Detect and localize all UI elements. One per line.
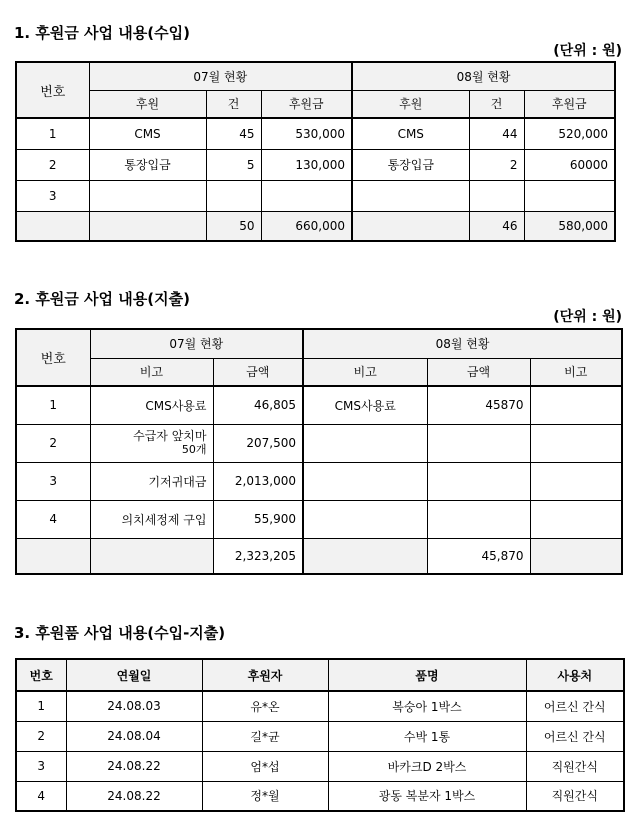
row-no: 2 <box>16 149 89 180</box>
total-row <box>16 538 622 574</box>
expense-amount: 207,500 <box>213 424 303 462</box>
donation-count: 44 <box>469 118 524 149</box>
expense-note <box>303 462 427 500</box>
total-amount: 2,323,205 <box>213 538 303 574</box>
total-cell <box>530 538 622 574</box>
header-no: 번호 <box>16 659 66 691</box>
expense-note: CMS사용료 <box>90 386 213 424</box>
subheader-cell: 건 <box>206 90 261 118</box>
table-row <box>16 149 615 180</box>
expense-note: CMS사용료 <box>303 386 427 424</box>
expense-note2 <box>530 386 622 424</box>
subheader-cell: 금액 <box>427 358 530 386</box>
row-use: 어르신 간식 <box>526 691 624 721</box>
row-no: 1 <box>16 691 66 721</box>
expense-amount <box>427 424 530 462</box>
section1-title: 1. 후원금 사업 내용(수입) <box>14 24 190 42</box>
table-row <box>16 721 624 751</box>
subheader-cell: 건 <box>469 90 524 118</box>
header-no: 번호 <box>16 329 90 386</box>
total-cell <box>16 211 89 241</box>
row-use: 어르신 간식 <box>526 721 624 751</box>
subheader-cell: 후원 <box>89 90 206 118</box>
expense-table <box>15 328 623 575</box>
donation-count <box>469 180 524 211</box>
expense-note: 의치세정제 구입 <box>90 500 213 538</box>
donation-count <box>206 180 261 211</box>
expense-note: 기저귀대금 <box>90 462 213 500</box>
goods-table <box>15 658 625 812</box>
expense-amount <box>427 500 530 538</box>
header-month2: 08월 현황 <box>352 62 615 90</box>
header-month1: 07월 현황 <box>90 329 303 358</box>
header-use: 사용처 <box>526 659 624 691</box>
table-row <box>16 691 624 721</box>
expense-note: 수급자 앞치마 <box>133 429 207 443</box>
section2-unit: (단위 : 원) <box>553 309 622 325</box>
donation-count: 2 <box>469 149 524 180</box>
row-item: 수박 1통 <box>328 721 526 751</box>
row-no: 1 <box>16 118 89 149</box>
donation-amount: 130,000 <box>261 149 352 180</box>
header-month1: 07월 현황 <box>89 62 352 90</box>
header-month2: 08월 현황 <box>303 329 622 358</box>
section1-unit: (단위 : 원) <box>553 43 622 59</box>
row-donor: 정*월 <box>202 781 328 811</box>
row-donor: 엄*섭 <box>202 751 328 781</box>
row-no: 2 <box>16 424 90 462</box>
row-no: 1 <box>16 386 90 424</box>
expense-note <box>303 500 427 538</box>
donation-type: CMS <box>89 118 206 149</box>
donation-amount <box>261 180 352 211</box>
total-cell <box>303 538 427 574</box>
donation-count: 5 <box>206 149 261 180</box>
expense-amount: 46,805 <box>213 386 303 424</box>
expense-amount: 2,013,000 <box>213 462 303 500</box>
expense-amount: 55,900 <box>213 500 303 538</box>
row-no: 3 <box>16 180 89 211</box>
donation-type: CMS <box>352 118 469 149</box>
donation-amount <box>524 180 615 211</box>
header-donor: 후원자 <box>202 659 328 691</box>
donation-amount: 520,000 <box>524 118 615 149</box>
expense-amount: 45870 <box>427 386 530 424</box>
row-no: 3 <box>16 751 66 781</box>
row-item: 바카크D 2박스 <box>328 751 526 781</box>
section2-title: 2. 후원금 사업 내용(지출) <box>14 290 190 308</box>
row-date: 24.08.04 <box>66 721 202 751</box>
expense-note-cell <box>90 424 213 462</box>
header-date: 연월일 <box>66 659 202 691</box>
table-row <box>16 180 615 211</box>
row-date: 24.08.22 <box>66 751 202 781</box>
table-row <box>16 424 622 462</box>
subheader-cell: 후원금 <box>524 90 615 118</box>
table-row <box>16 500 622 538</box>
table-row <box>16 462 622 500</box>
header-no: 번호 <box>16 62 89 118</box>
header-item: 품명 <box>328 659 526 691</box>
total-amount: 45,870 <box>427 538 530 574</box>
table-row <box>16 118 615 149</box>
income-table <box>15 61 616 242</box>
row-item: 광동 복분자 1박스 <box>328 781 526 811</box>
subheader-cell: 금액 <box>213 358 303 386</box>
total-amount: 660,000 <box>261 211 352 241</box>
table-row <box>16 781 624 811</box>
subheader-cell: 비고 <box>530 358 622 386</box>
total-amount: 580,000 <box>524 211 615 241</box>
total-count: 46 <box>469 211 524 241</box>
row-no: 2 <box>16 721 66 751</box>
subheader-cell: 후원금 <box>261 90 352 118</box>
subheader-cell: 비고 <box>303 358 427 386</box>
row-no: 4 <box>16 500 90 538</box>
row-item: 복숭아 1박스 <box>328 691 526 721</box>
row-date: 24.08.22 <box>66 781 202 811</box>
donation-type: 통장입금 <box>352 149 469 180</box>
subheader-cell: 비고 <box>90 358 213 386</box>
row-use: 직원간식 <box>526 751 624 781</box>
row-donor: 길*균 <box>202 721 328 751</box>
table-row <box>16 386 622 424</box>
row-date: 24.08.03 <box>66 691 202 721</box>
donation-amount: 60000 <box>524 149 615 180</box>
total-count: 50 <box>206 211 261 241</box>
expense-note2 <box>530 500 622 538</box>
total-row <box>16 211 615 241</box>
total-cell <box>16 538 90 574</box>
donation-type <box>352 180 469 211</box>
table-row <box>16 751 624 781</box>
row-donor: 유*온 <box>202 691 328 721</box>
section3-title: 3. 후원품 사업 내용(수입-지출) <box>14 624 226 642</box>
expense-note <box>303 424 427 462</box>
expense-amount <box>427 462 530 500</box>
row-no: 4 <box>16 781 66 811</box>
expense-note-sub: 50개 <box>181 443 207 456</box>
total-cell <box>90 538 213 574</box>
total-cell <box>89 211 206 241</box>
row-use: 직원간식 <box>526 781 624 811</box>
donation-count: 45 <box>206 118 261 149</box>
expense-note2 <box>530 424 622 462</box>
donation-type <box>89 180 206 211</box>
donation-type: 통장입금 <box>89 149 206 180</box>
subheader-cell: 후원 <box>352 90 469 118</box>
expense-note2 <box>530 462 622 500</box>
total-cell <box>352 211 469 241</box>
row-no: 3 <box>16 462 90 500</box>
donation-amount: 530,000 <box>261 118 352 149</box>
